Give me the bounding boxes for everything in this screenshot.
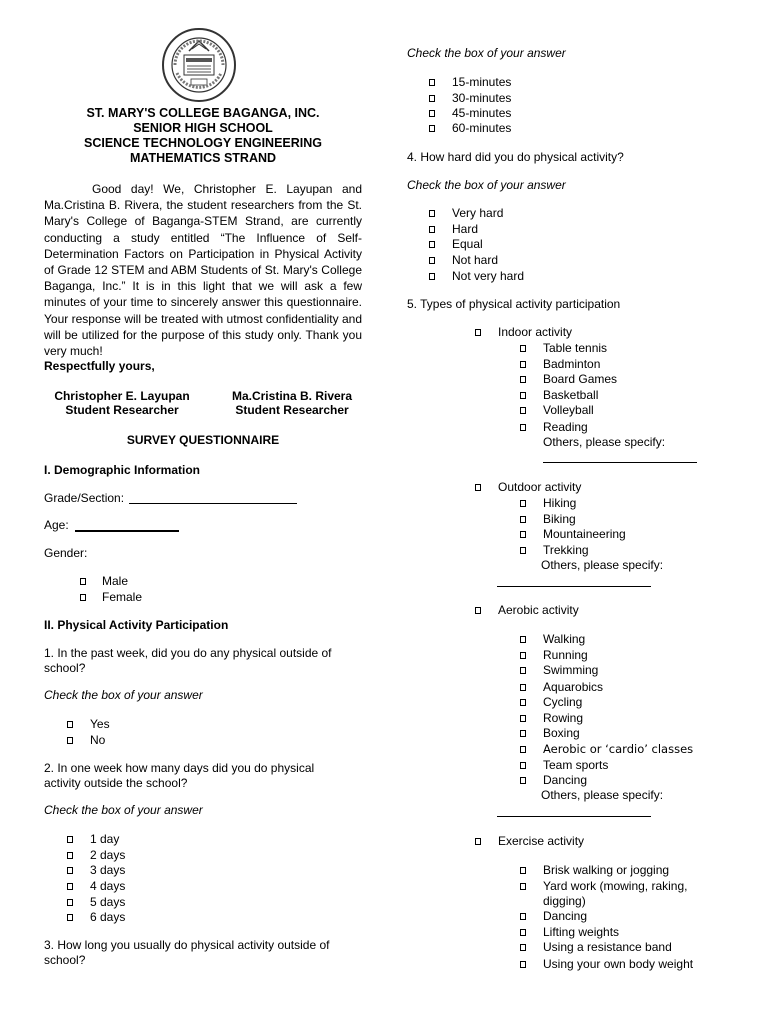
outdoor-item-checkbox[interactable] xyxy=(520,516,526,523)
researcher-1-name: Christopher E. Layupan xyxy=(54,389,190,403)
gender-female-checkbox[interactable] xyxy=(80,594,86,601)
exercise-item-checkbox[interactable] xyxy=(520,913,526,920)
aerobic-activity-checkbox[interactable] xyxy=(475,607,481,614)
intro-paragraph: Good day! We, Christopher E. Layupan and Ma.Cristina B. Rivera, the student researchers from the St. Mary's College of Baganga-STEM Strand, are currently conducting a study entitled “The Influence of Self-Determination Factors on Participation in Physical Activity of Grade 12 STEM and ABM Students of St. Mary's College Baganga, Inc.” It is in this light that we will ask a few minutes of your time to sincerely answer this questionnaire. Your response will be treated with utmost confidentiality and will be utilized for the purpose of this study only. Thank you very much! xyxy=(44,182,362,359)
department-title: SENIOR HIGH SCHOOL xyxy=(133,121,273,135)
q2-option-checkbox[interactable] xyxy=(67,883,73,890)
indoor-item-label: Volleyball xyxy=(543,403,594,417)
aerobic-item-checkbox[interactable] xyxy=(520,636,526,643)
q4-option-label: Hard xyxy=(452,222,479,236)
indoor-item-checkbox[interactable] xyxy=(520,424,526,431)
exercise-item-label: Lifting weights xyxy=(543,925,620,939)
q3-option-label: 30-minutes xyxy=(452,91,512,105)
indoor-others-field[interactable] xyxy=(543,462,697,463)
q4-option-label: Not very hard xyxy=(452,269,525,283)
exercise-item-checkbox[interactable] xyxy=(520,961,526,968)
q3-instruction: Check the box of your answer xyxy=(407,46,566,60)
q2-instruction: Check the box of your answer xyxy=(44,803,203,817)
aerobic-item-label: Swimming xyxy=(543,663,599,677)
q3-text-line1: 3. How long you usually do physical activity outside of xyxy=(44,938,330,952)
researcher-2-name: Ma.Cristina B. Rivera xyxy=(231,389,353,403)
q2-option-checkbox[interactable] xyxy=(67,899,73,906)
researcher-1-role: Student Researcher xyxy=(65,403,179,417)
q2-option-label: 3 days xyxy=(90,863,126,877)
aerobic-item-label: Cycling xyxy=(543,695,583,709)
indoor-item-label: Basketball xyxy=(543,388,599,402)
indoor-item-checkbox[interactable] xyxy=(520,376,526,383)
aerobic-item-label: Running xyxy=(543,648,588,662)
section-participation-title: II. Physical Activity Participation xyxy=(44,618,229,632)
section-demographic-title: I. Demographic Information xyxy=(44,463,201,477)
q2-text-line1: 2. In one week how many days did you do physical xyxy=(44,761,315,775)
outdoor-item-checkbox[interactable] xyxy=(520,531,526,538)
age-label: Age: xyxy=(44,518,69,532)
q2-option-checkbox[interactable] xyxy=(67,836,73,843)
q4-option-checkbox[interactable] xyxy=(429,257,435,264)
exercise-activity-label: Exercise activity xyxy=(498,834,585,848)
q2-option-label: 6 days xyxy=(90,910,126,924)
q4-instruction: Check the box of your answer xyxy=(407,178,566,192)
q4-option-label: Equal xyxy=(452,237,483,251)
indoor-item-checkbox[interactable] xyxy=(520,361,526,368)
grade-section-label: Grade/Section: xyxy=(44,491,125,505)
aerobic-item-label: Aquarobics xyxy=(543,680,604,694)
q3-option-checkbox[interactable] xyxy=(429,110,435,117)
q3-option-checkbox[interactable] xyxy=(429,95,435,102)
q2-option-checkbox[interactable] xyxy=(67,852,73,859)
outdoor-item-label: Mountaineering xyxy=(543,527,626,541)
q3-option-label: 60-minutes xyxy=(452,121,512,135)
outdoor-activity-label: Outdoor activity xyxy=(498,480,582,494)
q1-option-checkbox[interactable] xyxy=(67,721,73,728)
aerobic-item-checkbox[interactable] xyxy=(520,777,526,784)
aerobic-item-checkbox[interactable] xyxy=(520,730,526,737)
survey-title: SURVEY QUESTIONNAIRE xyxy=(126,433,280,447)
indoor-others-label: Others, please specify: xyxy=(543,435,666,449)
exercise-item-label: Brisk walking or jogging xyxy=(543,863,670,877)
q5-text: 5. Types of physical activity participation xyxy=(407,297,621,311)
q2-option-label: 4 days xyxy=(90,879,126,893)
aerobic-others-field[interactable] xyxy=(497,816,651,817)
researcher-2-role: Student Researcher xyxy=(235,403,349,417)
q1-text-line2: school? xyxy=(44,661,86,675)
aerobic-item-label: Walking xyxy=(543,632,586,646)
gender-male-checkbox[interactable] xyxy=(80,578,86,585)
q3-option-checkbox[interactable] xyxy=(429,125,435,132)
gender-female-label: Female xyxy=(102,590,143,604)
q2-text-line2: activity outside the school? xyxy=(44,776,188,790)
aerobic-item-label: Rowing xyxy=(543,711,584,725)
indoor-item-checkbox[interactable] xyxy=(520,407,526,414)
outdoor-item-label: Hiking xyxy=(543,496,577,510)
q4-option-checkbox[interactable] xyxy=(429,241,435,248)
aerobic-item-label: Team sports xyxy=(543,758,609,772)
q3-option-label: 15-minutes xyxy=(452,75,512,89)
q1-instruction: Check the box of your answer xyxy=(44,688,203,702)
strand-title-line2: MATHEMATICS STRAND xyxy=(129,151,277,165)
outdoor-item-checkbox[interactable] xyxy=(520,547,526,554)
q1-text-line1: 1. In the past week, did you do any physical outside of xyxy=(44,646,332,660)
aerobic-item-checkbox[interactable] xyxy=(520,715,526,722)
age-field[interactable] xyxy=(75,530,179,532)
q1-option-label: No xyxy=(90,733,106,747)
aerobic-activity-label: Aerobic activity xyxy=(498,603,579,617)
strand-title-line1: SCIENCE TECHNOLOGY ENGINEERING xyxy=(84,136,322,150)
aerobic-item-label: Dancing xyxy=(543,773,588,787)
exercise-activity-checkbox[interactable] xyxy=(475,838,481,845)
college-seal-logo xyxy=(161,27,237,103)
aerobic-item-checkbox[interactable] xyxy=(520,699,526,706)
grade-section-field[interactable] xyxy=(129,503,297,504)
aerobic-item-checkbox[interactable] xyxy=(520,667,526,674)
indoor-activity-checkbox[interactable] xyxy=(475,329,481,336)
q2-option-label: 5 days xyxy=(90,895,126,909)
outdoor-item-label: Trekking xyxy=(543,543,589,557)
outdoor-others-label: Others, please specify: xyxy=(541,558,664,572)
exercise-item-checkbox[interactable] xyxy=(520,929,526,936)
closing-text: Respectfully yours, xyxy=(44,359,155,373)
q4-option-label: Not hard xyxy=(452,253,499,267)
outdoor-item-label: Biking xyxy=(543,512,576,526)
q3-option-label: 45-minutes xyxy=(452,106,512,120)
q2-option-checkbox[interactable] xyxy=(67,914,73,921)
exercise-item-checkbox[interactable] xyxy=(520,867,526,874)
q1-option-checkbox[interactable] xyxy=(67,737,73,744)
exercise-item-label: Yard work (mowing, raking, xyxy=(543,879,688,893)
q2-option-label: 2 days xyxy=(90,848,126,862)
indoor-item-checkbox[interactable] xyxy=(520,392,526,399)
q4-option-checkbox[interactable] xyxy=(429,210,435,217)
indoor-activity-label: Indoor activity xyxy=(498,325,573,339)
exercise-item-checkbox[interactable] xyxy=(520,883,526,890)
aerobic-item-checkbox[interactable] xyxy=(520,762,526,769)
exercise-item-checkbox[interactable] xyxy=(520,944,526,951)
exercise-item-label: Using a resistance band xyxy=(543,940,672,954)
outdoor-activity-checkbox[interactable] xyxy=(475,484,481,491)
aerobic-item-label: Boxing xyxy=(543,726,580,740)
school-name: ST. MARY'S COLLEGE BAGANGA, INC. xyxy=(86,106,320,120)
q1-option-label: Yes xyxy=(90,717,110,731)
indoor-item-label: Badminton xyxy=(543,357,601,371)
q3-text-line2: school? xyxy=(44,953,86,967)
q2-option-label: 1 day xyxy=(90,832,120,846)
q3-option-checkbox[interactable] xyxy=(429,79,435,86)
aerobic-item-checkbox[interactable] xyxy=(520,652,526,659)
exercise-item-label: Using your own body weight xyxy=(543,957,694,971)
aerobic-others-label: Others, please specify: xyxy=(541,788,664,802)
indoor-item-label: Table tennis xyxy=(543,341,608,355)
aerobic-item-checkbox[interactable] xyxy=(520,684,526,691)
gender-label: Gender: xyxy=(44,546,88,560)
outdoor-others-field[interactable] xyxy=(497,586,651,587)
gender-male-label: Male xyxy=(102,574,129,588)
aerobic-item-checkbox[interactable] xyxy=(520,746,526,753)
exercise-item-label-continued: digging) xyxy=(543,894,586,908)
exercise-item-label: Dancing xyxy=(543,909,588,923)
outdoor-item-checkbox[interactable] xyxy=(520,500,526,507)
indoor-item-label: Board Games xyxy=(543,372,618,386)
indoor-item-label: Reading xyxy=(543,420,588,434)
q4-text: 4. How hard did you do physical activity? xyxy=(407,150,624,164)
indoor-item-checkbox[interactable] xyxy=(520,345,526,352)
q2-option-checkbox[interactable] xyxy=(67,867,73,874)
q4-option-label: Very hard xyxy=(452,206,504,220)
q4-option-checkbox[interactable] xyxy=(429,226,435,233)
aerobic-item-label: Aerobic or ‘cardio’ classes xyxy=(543,742,694,756)
q4-option-checkbox[interactable] xyxy=(429,273,435,280)
